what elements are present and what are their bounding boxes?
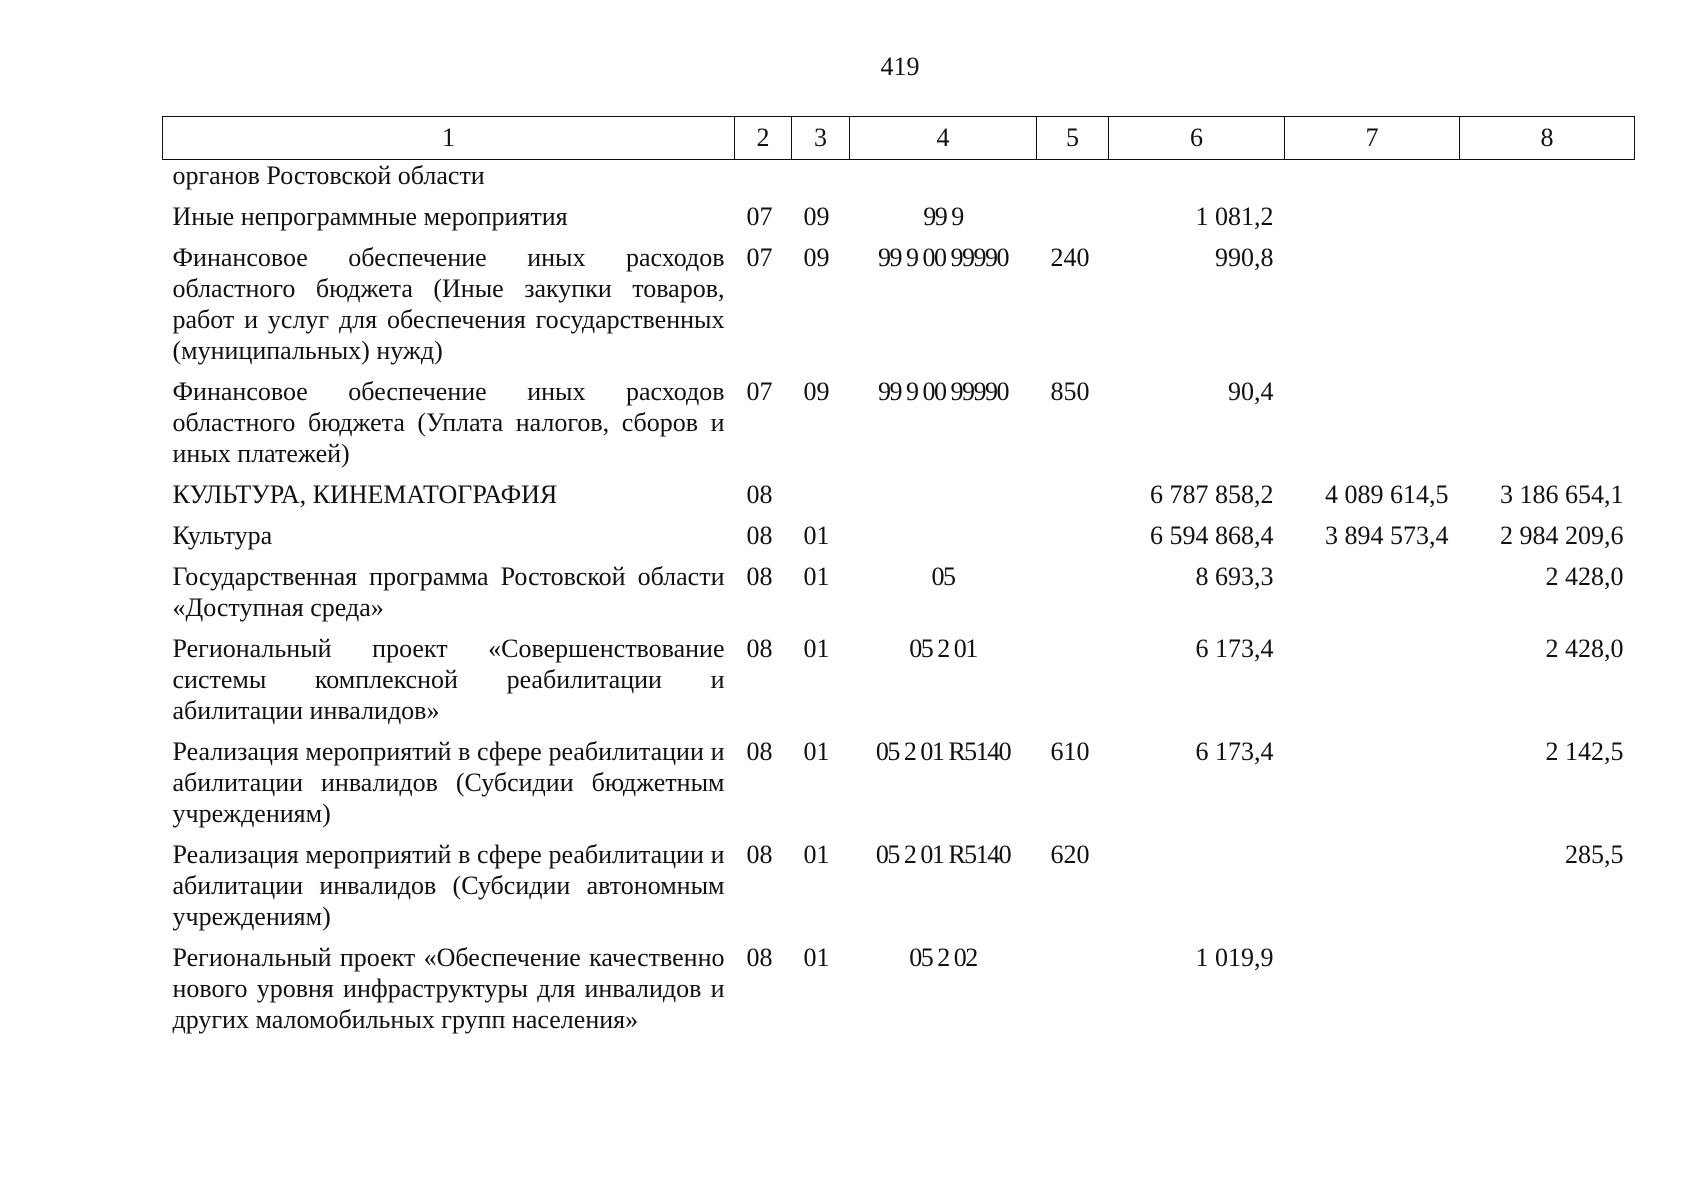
row-value-col6: 6 173,4 bbox=[1195, 737, 1274, 766]
row-value-col7 bbox=[1285, 732, 1460, 835]
row-section: 08 bbox=[746, 562, 773, 591]
budget-table-container bbox=[162, 116, 1634, 1041]
table-row bbox=[163, 372, 1635, 475]
row-value-col8 bbox=[1460, 372, 1635, 475]
table-row bbox=[163, 160, 1635, 198]
row-expense-type bbox=[1037, 197, 1109, 238]
row-name: Культура bbox=[172, 521, 273, 550]
row-value-col6 bbox=[1109, 835, 1285, 938]
table-row bbox=[163, 732, 1635, 835]
header-col-4: 4 bbox=[850, 117, 1037, 160]
row-value-col7 bbox=[1285, 835, 1460, 938]
budget-table bbox=[162, 116, 1635, 1041]
row-expense-type: 240 bbox=[1050, 243, 1090, 272]
row-value-col6: 90,4 bbox=[1228, 377, 1274, 406]
table-row bbox=[163, 475, 1635, 516]
row-target-article: 99 9 bbox=[923, 202, 963, 231]
row-subsection: 01 bbox=[803, 521, 830, 550]
row-name: Региональный проект «Обеспечение качественно нового уровня инфраструктуры для инвалидов и других маломобильных групп населения» bbox=[172, 943, 725, 1034]
row-name: Реализация мероприятий в сфере реабилитации и абилитации инвалидов (Субсидии бюджетным учреждениям) bbox=[172, 737, 725, 828]
row-value-col6 bbox=[1109, 160, 1285, 198]
row-value-col8: 2 984 209,6 bbox=[1500, 521, 1624, 550]
row-name: органов Ростовской области bbox=[172, 161, 485, 190]
row-value-col6: 1 081,2 bbox=[1195, 202, 1274, 231]
row-section: 07 bbox=[746, 202, 773, 231]
row-section: 08 bbox=[746, 943, 773, 972]
row-target-article: 05 2 01 bbox=[909, 634, 977, 663]
row-value-col8: 2 142,5 bbox=[1545, 737, 1624, 766]
table-row bbox=[163, 835, 1635, 938]
row-value-col7 bbox=[1285, 238, 1460, 372]
row-value-col6: 990,8 bbox=[1215, 243, 1274, 272]
row-expense-type: 610 bbox=[1050, 737, 1090, 766]
row-target-article bbox=[850, 160, 1037, 198]
row-expense-type: 620 bbox=[1050, 840, 1090, 869]
row-target-article bbox=[850, 475, 1037, 516]
header-col-7: 7 bbox=[1285, 117, 1460, 160]
row-subsection: 01 bbox=[803, 562, 830, 591]
row-value-col8 bbox=[1460, 938, 1635, 1041]
row-value-col7 bbox=[1285, 938, 1460, 1041]
header-col-2: 2 bbox=[735, 117, 792, 160]
table-row bbox=[163, 197, 1635, 238]
row-value-col7: 4 089 614,5 bbox=[1325, 480, 1449, 509]
row-value-col6: 6 787 858,2 bbox=[1150, 480, 1274, 509]
row-name: Финансовое обеспечение иных расходов областного бюджета (Иные закупки товаров, работ и услуг для обеспечения государственных (муниципальных) нужд) bbox=[172, 243, 725, 365]
header-col-8: 8 bbox=[1460, 117, 1635, 160]
row-name: Реализация мероприятий в сфере реабилитации и абилитации инвалидов (Субсидии автономным учреждениям) bbox=[172, 840, 725, 931]
row-value-col7 bbox=[1285, 629, 1460, 732]
row-subsection: 01 bbox=[803, 634, 830, 663]
table-row bbox=[163, 938, 1635, 1041]
row-section: 08 bbox=[746, 634, 773, 663]
row-section: 08 bbox=[746, 480, 773, 509]
row-subsection: 09 bbox=[803, 377, 830, 406]
header-col-1: 1 bbox=[163, 117, 735, 160]
page-number: 419 bbox=[880, 52, 920, 81]
row-section: 07 bbox=[746, 377, 773, 406]
row-subsection bbox=[792, 160, 850, 198]
row-expense-type bbox=[1037, 938, 1109, 1041]
row-subsection: 01 bbox=[803, 737, 830, 766]
row-expense-type bbox=[1037, 160, 1109, 198]
row-value-col8 bbox=[1460, 160, 1635, 198]
row-subsection: 09 bbox=[803, 243, 830, 272]
row-expense-type bbox=[1037, 516, 1109, 557]
table-row bbox=[163, 557, 1635, 629]
row-target-article: 05 2 01 R5140 bbox=[875, 737, 1011, 766]
row-subsection: 09 bbox=[803, 202, 830, 231]
row-section: 08 bbox=[746, 840, 773, 869]
row-value-col8: 3 186 654,1 bbox=[1500, 480, 1624, 509]
row-value-col8: 285,5 bbox=[1565, 840, 1624, 869]
table-row bbox=[163, 629, 1635, 732]
row-subsection: 01 bbox=[803, 943, 830, 972]
table-body bbox=[163, 160, 1635, 1042]
row-section: 07 bbox=[746, 243, 773, 272]
row-expense-type: 850 bbox=[1050, 377, 1090, 406]
row-subsection bbox=[792, 475, 850, 516]
row-section bbox=[735, 160, 792, 198]
row-expense-type bbox=[1037, 629, 1109, 732]
row-value-col8: 2 428,0 bbox=[1545, 634, 1624, 663]
row-value-col7 bbox=[1285, 557, 1460, 629]
header-col-6: 6 bbox=[1109, 117, 1285, 160]
row-name: Иные непрограммные мероприятия bbox=[172, 202, 568, 231]
row-value-col6: 1 019,9 bbox=[1195, 943, 1274, 972]
row-name: Региональный проект «Совершенствование системы комплексной реабилитации и абилитации инвалидов» bbox=[172, 634, 725, 725]
row-target-article: 05 2 02 bbox=[909, 943, 977, 972]
row-expense-type bbox=[1037, 557, 1109, 629]
table-header bbox=[163, 117, 1635, 160]
row-value-col6: 6 173,4 bbox=[1195, 634, 1274, 663]
row-name: Государственная программа Ростовской области «Доступная среда» bbox=[172, 562, 725, 622]
table-row bbox=[163, 516, 1635, 557]
row-subsection: 01 bbox=[803, 840, 830, 869]
row-target-article: 05 bbox=[931, 562, 955, 591]
row-section: 08 bbox=[746, 521, 773, 550]
row-value-col8 bbox=[1460, 238, 1635, 372]
row-expense-type bbox=[1037, 475, 1109, 516]
header-col-5: 5 bbox=[1037, 117, 1109, 160]
row-value-col7 bbox=[1285, 197, 1460, 238]
row-section: 08 bbox=[746, 737, 773, 766]
row-value-col8 bbox=[1460, 197, 1635, 238]
table-row bbox=[163, 238, 1635, 372]
row-target-article: 05 2 01 R5140 bbox=[875, 840, 1011, 869]
row-target-article: 99 9 00 99990 bbox=[878, 243, 1008, 272]
header-col-3: 3 bbox=[792, 117, 850, 160]
row-value-col7 bbox=[1285, 372, 1460, 475]
row-value-col7: 3 894 573,4 bbox=[1325, 521, 1449, 550]
row-value-col6: 8 693,3 bbox=[1195, 562, 1274, 591]
row-target-article bbox=[850, 516, 1037, 557]
row-name: Финансовое обеспечение иных расходов областного бюджета (Уплата налогов, сборов и иных платежей) bbox=[172, 377, 725, 468]
row-value-col8: 2 428,0 bbox=[1545, 562, 1624, 591]
row-target-article: 99 9 00 99990 bbox=[878, 377, 1008, 406]
row-name: КУЛЬТУРА, КИНЕМАТОГРАФИЯ bbox=[172, 480, 558, 509]
row-value-col6: 6 594 868,4 bbox=[1150, 521, 1274, 550]
row-value-col7 bbox=[1285, 160, 1460, 198]
